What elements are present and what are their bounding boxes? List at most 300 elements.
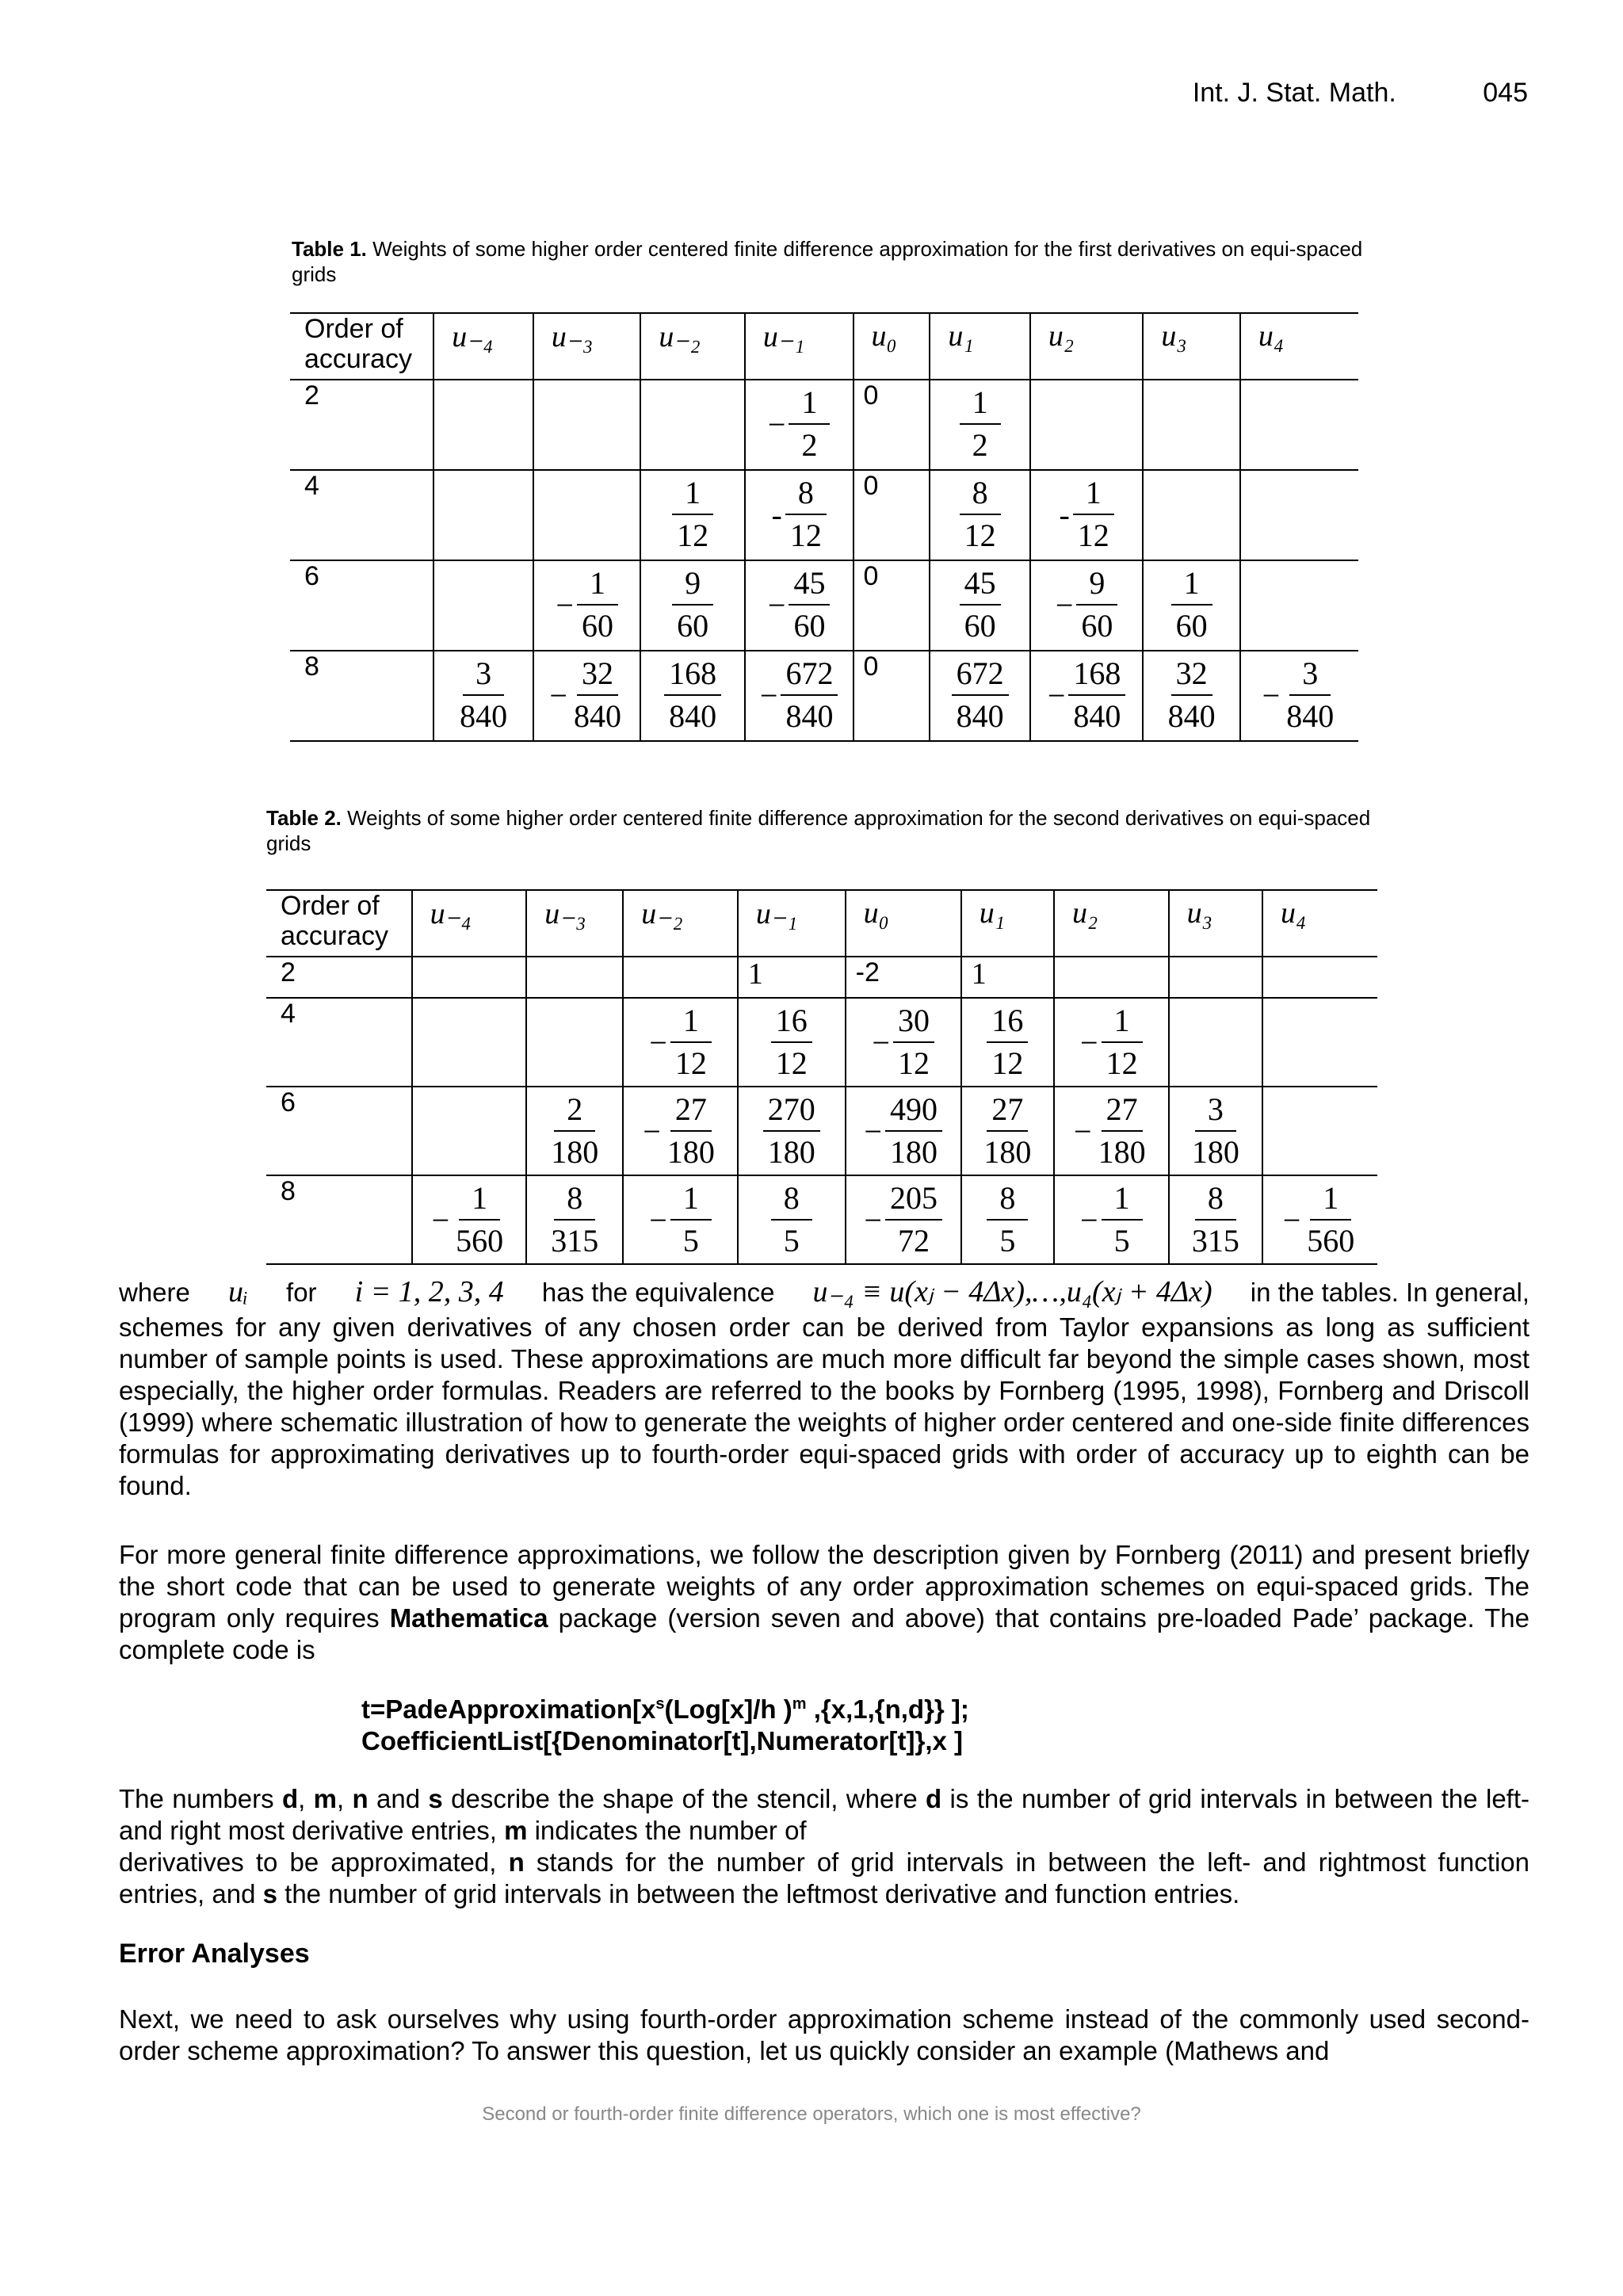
numerator: 3 (1289, 653, 1331, 696)
fraction-body (672, 563, 713, 647)
cell-value: 0 (863, 471, 879, 501)
p1-rest: schemes for any given derivatives of any chosen order can be derived from Taylor expansions as long as sufficient number of sample points is used. These approximations are much more difficult far beyond the simple cases shown, most especially, the higher order formulas. Readers are referred to the books by Fornberg (1995, 1998), Fornberg and Driscoll (1999) where schematic illustration of how to generate the weights of higher order centered and one-side finite differences formulas for approximating derivatives up to fourth-order equi-spaced grids with order of accuracy up to eighth can be found. (119, 1312, 1529, 1500)
weight-cell (1169, 957, 1262, 998)
numerator: 3 (1195, 1089, 1236, 1132)
denominator: 180 (1191, 1134, 1239, 1170)
denominator: 180 (983, 1134, 1032, 1170)
weight-cell (1262, 1087, 1377, 1175)
cell-value: 1 (747, 957, 763, 991)
weight-cell (526, 957, 623, 998)
fraction-body (664, 653, 721, 737)
denominator: 60 (964, 608, 996, 644)
numerator: 672 (781, 653, 838, 696)
fraction (1263, 1176, 1377, 1262)
fraction (962, 1176, 1053, 1262)
fraction (527, 1176, 622, 1262)
numerator: 672 (952, 653, 1009, 696)
fraction (846, 1087, 960, 1173)
weight-cell (640, 380, 744, 470)
fraction (434, 651, 533, 737)
fraction-body (781, 653, 838, 737)
denominator: 315 (1191, 1223, 1239, 1259)
code-line-1: $t=PadeApproximation[x^s(Log[x]/h$ )$^m$ ,{x,1,{n,d}} ]; (361, 1694, 969, 1724)
column-header: u₋₁ (738, 890, 846, 957)
fraction (1055, 999, 1168, 1084)
fraction-sign: - (771, 496, 782, 533)
fraction-body (1189, 1178, 1243, 1262)
fraction-sign: − (864, 1201, 882, 1238)
denominator: 12 (789, 518, 822, 553)
fraction (1170, 1087, 1262, 1173)
weight-cell (1240, 651, 1358, 741)
weight-cell (930, 560, 1029, 651)
fraction (930, 380, 1029, 466)
weight-cell (854, 470, 930, 560)
fraction-sign: − (759, 677, 778, 713)
weight-cell (846, 1175, 961, 1264)
weight-cell (854, 380, 930, 470)
numerator: 27 (1102, 1089, 1143, 1132)
fraction (846, 1176, 960, 1262)
denominator: 12 (964, 518, 996, 553)
weight-cell (961, 1087, 1054, 1175)
column-header: u₃ (1143, 313, 1239, 380)
weight-cell (961, 957, 1054, 998)
order-cell: 2 (266, 957, 412, 998)
fraction (641, 561, 743, 647)
column-header: u₋₄ (412, 890, 527, 957)
denominator: 180 (889, 1134, 938, 1170)
weight-cell (738, 1087, 846, 1175)
numerator: 270 (763, 1089, 820, 1132)
fraction-sign: − (872, 1024, 890, 1060)
fraction-body (1076, 563, 1117, 647)
fraction (746, 471, 853, 556)
fraction-body (960, 382, 1001, 466)
column-header: u₋₁ (745, 313, 854, 380)
weight-cell (1262, 957, 1377, 998)
fraction (746, 561, 853, 647)
column-header: u₋₂ (640, 313, 744, 380)
numerator: 1 (1310, 1178, 1351, 1221)
column-header: u₋₃ (526, 890, 623, 957)
table-row (266, 957, 1377, 998)
denominator: 180 (1098, 1134, 1146, 1170)
order-cell: 4 (266, 998, 412, 1087)
order-cell: 8 (266, 1175, 412, 1264)
code-line-2: CoefficientList[{Denominator[t],Numerator[t]},x ] (361, 1726, 964, 1755)
denominator: 840 (669, 698, 717, 734)
fraction-sign: − (643, 1113, 661, 1149)
denominator: 180 (767, 1134, 815, 1170)
denominator: 12 (677, 518, 709, 553)
cell-value: 0 (863, 561, 879, 591)
fraction (1031, 561, 1142, 647)
weight-cell (1169, 1087, 1262, 1175)
weight-cell (1169, 1175, 1262, 1264)
fraction-body (670, 1000, 712, 1084)
numerator: 1 (960, 382, 1001, 425)
order-cell: 4 (290, 470, 433, 560)
fraction (930, 471, 1029, 556)
p1-tail: in the tables. In general, (1250, 1278, 1529, 1307)
weight-cell (1030, 651, 1143, 741)
weight-cell (526, 1087, 623, 1175)
p2-after: package (version seven and above) that contains pre-loaded Pade’ package. The complete code is (119, 1603, 1529, 1664)
fraction-body (960, 563, 1001, 647)
weight-cell (854, 651, 930, 741)
fraction-body (789, 382, 830, 466)
fraction-body (885, 1089, 942, 1173)
weight-cell (1030, 560, 1143, 651)
numerator: 1 (670, 1000, 712, 1043)
table2-caption (266, 805, 1376, 856)
p2-before: For more general finite difference approximations, we follow the description given by Fornberg (2011) and present briefly the short code that can be used to generate weights of any order approximation schemes on equi-spaced grids. The program only requires (119, 1540, 1529, 1633)
fraction (1055, 1087, 1168, 1173)
fraction (930, 561, 1029, 647)
fraction-sign: − (1074, 1113, 1092, 1149)
running-header (1193, 78, 1528, 109)
fraction (1055, 1176, 1168, 1262)
column-header: u₄ (1262, 890, 1377, 957)
denominator: 5 (999, 1223, 1016, 1259)
fraction (1144, 561, 1239, 647)
numerator: 16 (771, 1000, 812, 1043)
table2-header-row (266, 890, 1377, 957)
fraction (624, 999, 737, 1084)
numerator: 27 (670, 1089, 712, 1132)
numerator: 8 (960, 472, 1001, 515)
fraction-body (571, 653, 624, 737)
table1-caption-text: Weights of some higher order centered finite difference approximation for the first derivatives on equi-spaced grids (292, 237, 1363, 286)
denominator: 12 (991, 1045, 1024, 1081)
weight-cell (930, 380, 1029, 470)
column-header: u₋₂ (623, 890, 738, 957)
fraction-body (987, 1000, 1028, 1084)
denominator: 12 (674, 1045, 707, 1081)
fraction-body (763, 1089, 820, 1173)
fraction (739, 999, 845, 1084)
fraction (624, 1176, 737, 1262)
denominator: 840 (1167, 698, 1216, 734)
numerator: 8 (785, 472, 827, 515)
weight-cell (961, 998, 1054, 1087)
column-header: u₂ (1030, 313, 1143, 380)
denominator: 12 (775, 1045, 808, 1081)
fraction-body (987, 1178, 1028, 1262)
weight-cell (1054, 957, 1169, 998)
table1 (290, 312, 1358, 742)
numerator: 3 (463, 653, 504, 696)
fraction-body (1165, 653, 1219, 737)
table-row (290, 560, 1358, 651)
denominator: 840 (956, 698, 1004, 734)
fraction-body (1073, 472, 1114, 556)
table-row (290, 470, 1358, 560)
fraction (930, 651, 1029, 737)
running-footer: Second or fourth-order finite difference operators, which one is most effective? (482, 2103, 1141, 2125)
denominator: 180 (551, 1134, 599, 1170)
table-row (266, 1087, 1377, 1175)
fraction-body (771, 1178, 812, 1262)
weight-cell (533, 380, 641, 470)
weight-cell (745, 380, 854, 470)
numerator: 45 (789, 563, 830, 606)
fraction (1031, 651, 1142, 737)
numerator: 490 (885, 1089, 942, 1132)
table1-header-row (290, 313, 1358, 380)
fraction-body (980, 1089, 1034, 1173)
denominator: 5 (682, 1223, 699, 1259)
denominator: 2 (972, 427, 988, 463)
weight-cell (738, 998, 846, 1087)
denominator: 840 (1073, 698, 1121, 734)
denominator: 60 (1081, 608, 1113, 644)
weight-cell (533, 470, 641, 560)
weight-cell (433, 560, 533, 651)
weight-cell (1240, 560, 1358, 651)
numerator: 9 (1076, 563, 1117, 606)
cell-value: 0 (863, 380, 879, 411)
fraction (527, 1087, 622, 1173)
fraction-sign: − (1047, 677, 1066, 713)
fraction-sign: − (1055, 586, 1074, 623)
journal-name: Int. J. Stat. Math. (1192, 78, 1396, 108)
numerator: 30 (893, 1000, 934, 1043)
numerator: 1 (577, 563, 618, 606)
weight-cell (623, 957, 738, 998)
weight-cell (1169, 998, 1262, 1087)
fraction-sign: − (767, 406, 786, 442)
denominator: 840 (460, 698, 508, 734)
weight-cell (623, 1175, 738, 1264)
weight-cell (961, 1175, 1054, 1264)
fraction-body (789, 563, 830, 647)
p1-has: has the equivalence (541, 1278, 775, 1307)
numerator: 1 (789, 382, 830, 425)
weight-cell (412, 1087, 527, 1175)
weight-cell (526, 998, 623, 1087)
denominator: 12 (897, 1045, 930, 1081)
weight-cell (412, 1175, 527, 1264)
fraction-body (672, 472, 713, 556)
denominator: 560 (456, 1223, 504, 1259)
denominator: 60 (677, 608, 709, 644)
weight-cell (533, 560, 641, 651)
weight-cell (533, 651, 641, 741)
fraction-body (664, 1089, 718, 1173)
fraction (1031, 471, 1142, 556)
denominator: 840 (1286, 698, 1335, 734)
denominator: 180 (666, 1134, 715, 1170)
fraction (534, 561, 640, 647)
weight-cell (846, 957, 961, 998)
column-header: u₁ (930, 313, 1029, 380)
weight-cell (1143, 651, 1239, 741)
page-number: 045 (1483, 78, 1528, 108)
denominator: 2 (801, 427, 818, 463)
fraction-sign: − (1282, 1201, 1301, 1238)
section-heading: Error Analyses (119, 1939, 310, 1969)
cell-value: -2 (855, 957, 880, 988)
numerator: 27 (987, 1089, 1028, 1132)
fraction-body (577, 563, 618, 647)
table-row (266, 998, 1377, 1087)
numerator: 8 (554, 1178, 595, 1221)
weight-cell (1030, 470, 1143, 560)
fraction-body (1283, 653, 1337, 737)
table1-label: Table 1. (292, 237, 367, 261)
weight-cell (640, 470, 744, 560)
weight-cell (930, 470, 1029, 560)
column-header: u₄ (1240, 313, 1358, 380)
fraction-body (885, 1178, 942, 1262)
fraction-body (1068, 653, 1125, 737)
fraction (739, 1176, 845, 1262)
order-cell: 2 (290, 380, 433, 470)
numerator: 8 (987, 1178, 1028, 1221)
fraction (641, 651, 743, 737)
weight-cell (930, 651, 1029, 741)
column-header: u₀ (846, 890, 961, 957)
fraction-sign: − (649, 1024, 667, 1060)
weight-cell (623, 998, 738, 1087)
fraction (962, 999, 1053, 1084)
weight-cell (1143, 470, 1239, 560)
order-header: Order of accuracy (290, 313, 433, 380)
p2-bold: Mathematica (389, 1603, 548, 1633)
fraction (1241, 651, 1358, 737)
numerator: 1 (1102, 1000, 1143, 1043)
fraction-sign: − (1080, 1024, 1098, 1060)
weight-cell (640, 560, 744, 651)
column-header: u₋₃ (533, 313, 641, 380)
denominator: 840 (573, 698, 621, 734)
p1-where: where (119, 1278, 190, 1307)
table-row (290, 380, 1358, 470)
paragraph-4: Next, we need to ask ourselves why using fourth-order approximation scheme instead of the commonly used second-order scheme approximation? To answer this question, let us quickly consider an example (Mathews and (119, 2004, 1529, 2065)
numerator: 1 (670, 1178, 712, 1221)
weight-cell (1030, 380, 1143, 470)
numerator: 1 (1073, 472, 1114, 515)
fraction-body (785, 472, 827, 556)
denominator: 5 (1113, 1223, 1130, 1259)
weight-cell (433, 470, 533, 560)
table-row (266, 1175, 1377, 1264)
fraction-body (771, 1000, 812, 1084)
column-header: u₁ (961, 890, 1054, 957)
fraction-body (453, 1178, 506, 1262)
weight-cell (846, 998, 961, 1087)
order-cell: 6 (290, 560, 433, 651)
weight-cell (854, 560, 930, 651)
fraction-body (952, 653, 1009, 737)
paragraph-1 (119, 1276, 1529, 1502)
fraction-sign: − (1080, 1201, 1098, 1238)
denominator: 60 (581, 608, 613, 644)
numerator: 9 (672, 563, 713, 606)
weight-cell (412, 998, 527, 1087)
weight-cell (1240, 470, 1358, 560)
p1-math-eq: u₋₄ ≡ u(xⱼ − 4Δx),…,u₄(xⱼ + 4Δx) (812, 1275, 1212, 1308)
denominator: 315 (551, 1223, 599, 1259)
fraction-body (1095, 1089, 1149, 1173)
table2 (266, 889, 1377, 1265)
numerator: 1 (459, 1178, 500, 1221)
weight-cell (745, 470, 854, 560)
order-cell: 6 (266, 1087, 412, 1175)
denominator: 12 (1106, 1045, 1138, 1081)
fraction-sign: − (556, 586, 574, 623)
numerator: 32 (577, 653, 618, 696)
weight-cell (738, 1175, 846, 1264)
weight-cell (640, 651, 744, 741)
weight-cell (846, 1087, 961, 1175)
fraction (739, 1087, 845, 1173)
numerator: 32 (1171, 653, 1212, 696)
code-block (361, 1688, 969, 1757)
weight-cell (1143, 560, 1239, 651)
order-cell: 8 (290, 651, 433, 741)
denominator: 60 (793, 608, 826, 644)
paragraph-2 (119, 1539, 1529, 1666)
numerator: 16 (987, 1000, 1028, 1043)
denominator: 840 (785, 698, 834, 734)
fraction-sign: − (767, 586, 786, 623)
fraction-sign: − (864, 1113, 882, 1149)
numerator: 205 (885, 1178, 942, 1221)
column-header: u₋₄ (433, 313, 533, 380)
weight-cell (1262, 998, 1377, 1087)
fraction-sign: - (1059, 496, 1070, 533)
weight-cell (1262, 1175, 1377, 1264)
weight-cell (1054, 1175, 1169, 1264)
cell-value: 1 (971, 957, 987, 991)
fraction (641, 471, 743, 556)
p1-math-i: i = 1, 2, 3, 4 (354, 1275, 504, 1308)
table1-caption (292, 236, 1363, 287)
fraction-sign: − (431, 1201, 450, 1238)
numerator: 1 (672, 472, 713, 515)
weight-cell (745, 651, 854, 741)
column-header: u₀ (854, 313, 930, 380)
cell-value: 0 (863, 651, 879, 682)
fraction-body (548, 1178, 601, 1262)
fraction-body (1102, 1000, 1143, 1084)
numerator: 8 (771, 1178, 812, 1221)
weight-cell (738, 957, 846, 998)
fraction (846, 999, 960, 1084)
fraction-body (548, 1089, 601, 1173)
order-header: Order of accuracy (266, 890, 412, 957)
fraction (962, 1087, 1053, 1173)
p1-math-ui: uᵢ (227, 1275, 248, 1308)
fraction (1144, 651, 1239, 737)
fraction-body (1304, 1178, 1358, 1262)
fraction (746, 380, 853, 466)
weight-cell (433, 380, 533, 470)
table2-label: Table 2. (266, 806, 342, 830)
fraction (746, 651, 853, 737)
fraction-body (1189, 1089, 1243, 1173)
column-header: u₃ (1169, 890, 1262, 957)
fraction (413, 1176, 526, 1262)
fraction-body (1102, 1178, 1143, 1262)
weight-cell (1240, 380, 1358, 470)
numerator: 168 (1068, 653, 1125, 696)
fraction-body (1171, 563, 1212, 647)
fraction (1170, 1176, 1262, 1262)
